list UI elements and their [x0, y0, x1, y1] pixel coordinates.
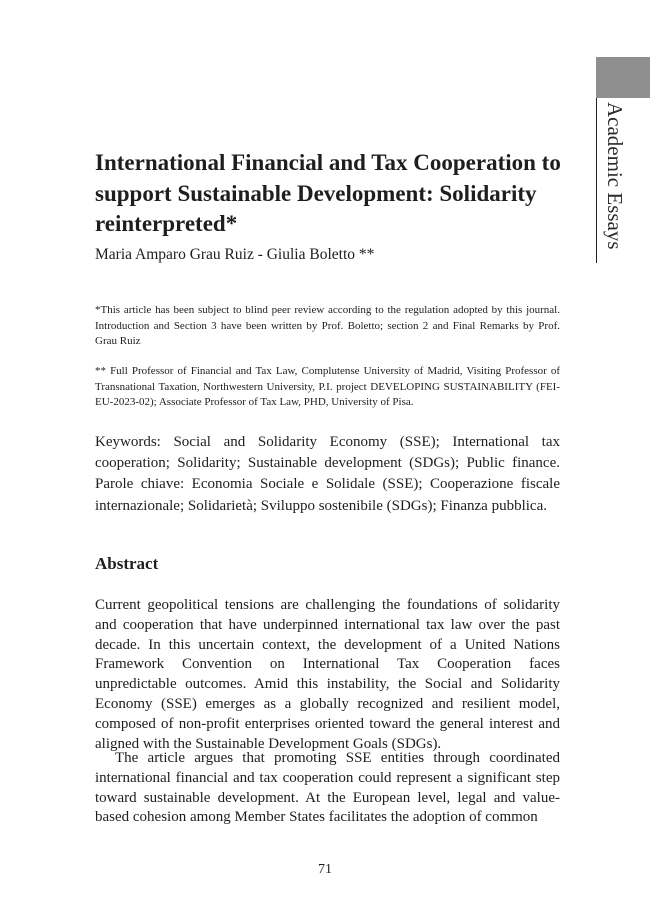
- abstract-paragraph: Current geopolitical tensions are challenging the foundations of solidarity and cooperation that have underpinned international tax law over the past decade. In this uncertain context, the development of a United Nations Framework Convention on International Tax Cooperation faces unpredictable outcomes. Amid this instability, the Social and Solidarity Economy (SSE) emerges as a globally recognized and resilient model, composed of non-profit enterprises oriented toward the general interest and aligned with the Sustainable Development Goals (SDGs).: [95, 597, 560, 752]
- article-authors: Maria Amparo Grau Ruiz - Giulia Boletto **: [95, 246, 375, 263]
- keywords: Keywords: Social and Solidarity Economy (SSE); International tax cooperation; Solidarity; Sustainable development (SDGs); Public finance. Parole chiave: Economia Sociale e Solidale (SSE); Cooperazione fiscale internazionale; Solidarietà; Sviluppo sostenibile (SDGs); Finanza pubblica.: [95, 434, 560, 514]
- section-tab-rule: [596, 98, 597, 263]
- section-label: Academic Essays: [603, 102, 627, 250]
- article-title: International Financial and Tax Cooperation to support Sustainable Development: Solidarity reinterpreted*: [95, 150, 561, 236]
- abstract-heading: Abstract: [95, 554, 159, 573]
- footnote-author-affiliations: ** Full Professor of Financial and Tax Law, Complutense University of Madrid, Visiting Professor of Transnational Taxation, Northwestern University, P.I. project DEVELOPING SUSTAINABILITY (FEI-EU-2023-02); Associate Professor of Tax Law, PHD, University of Pisa.: [95, 365, 560, 408]
- footnote-peer-review: *This article has been subject to blind peer review according to the regulation adopted by this journal. Introduction and Section 3 have been written by Prof. Boletto; section 2 and Final Remarks by Prof. Grau Ruiz: [95, 304, 560, 347]
- page-number: 71: [318, 862, 332, 877]
- section-tab-marker: [596, 57, 650, 98]
- abstract-paragraph: The article argues that promoting SSE entities through coordinated international financial and tax cooperation could represent a significant step toward sustainable development. At the European level, legal and value-based cohesion among Member States facilitates the adoption of common: [95, 750, 560, 826]
